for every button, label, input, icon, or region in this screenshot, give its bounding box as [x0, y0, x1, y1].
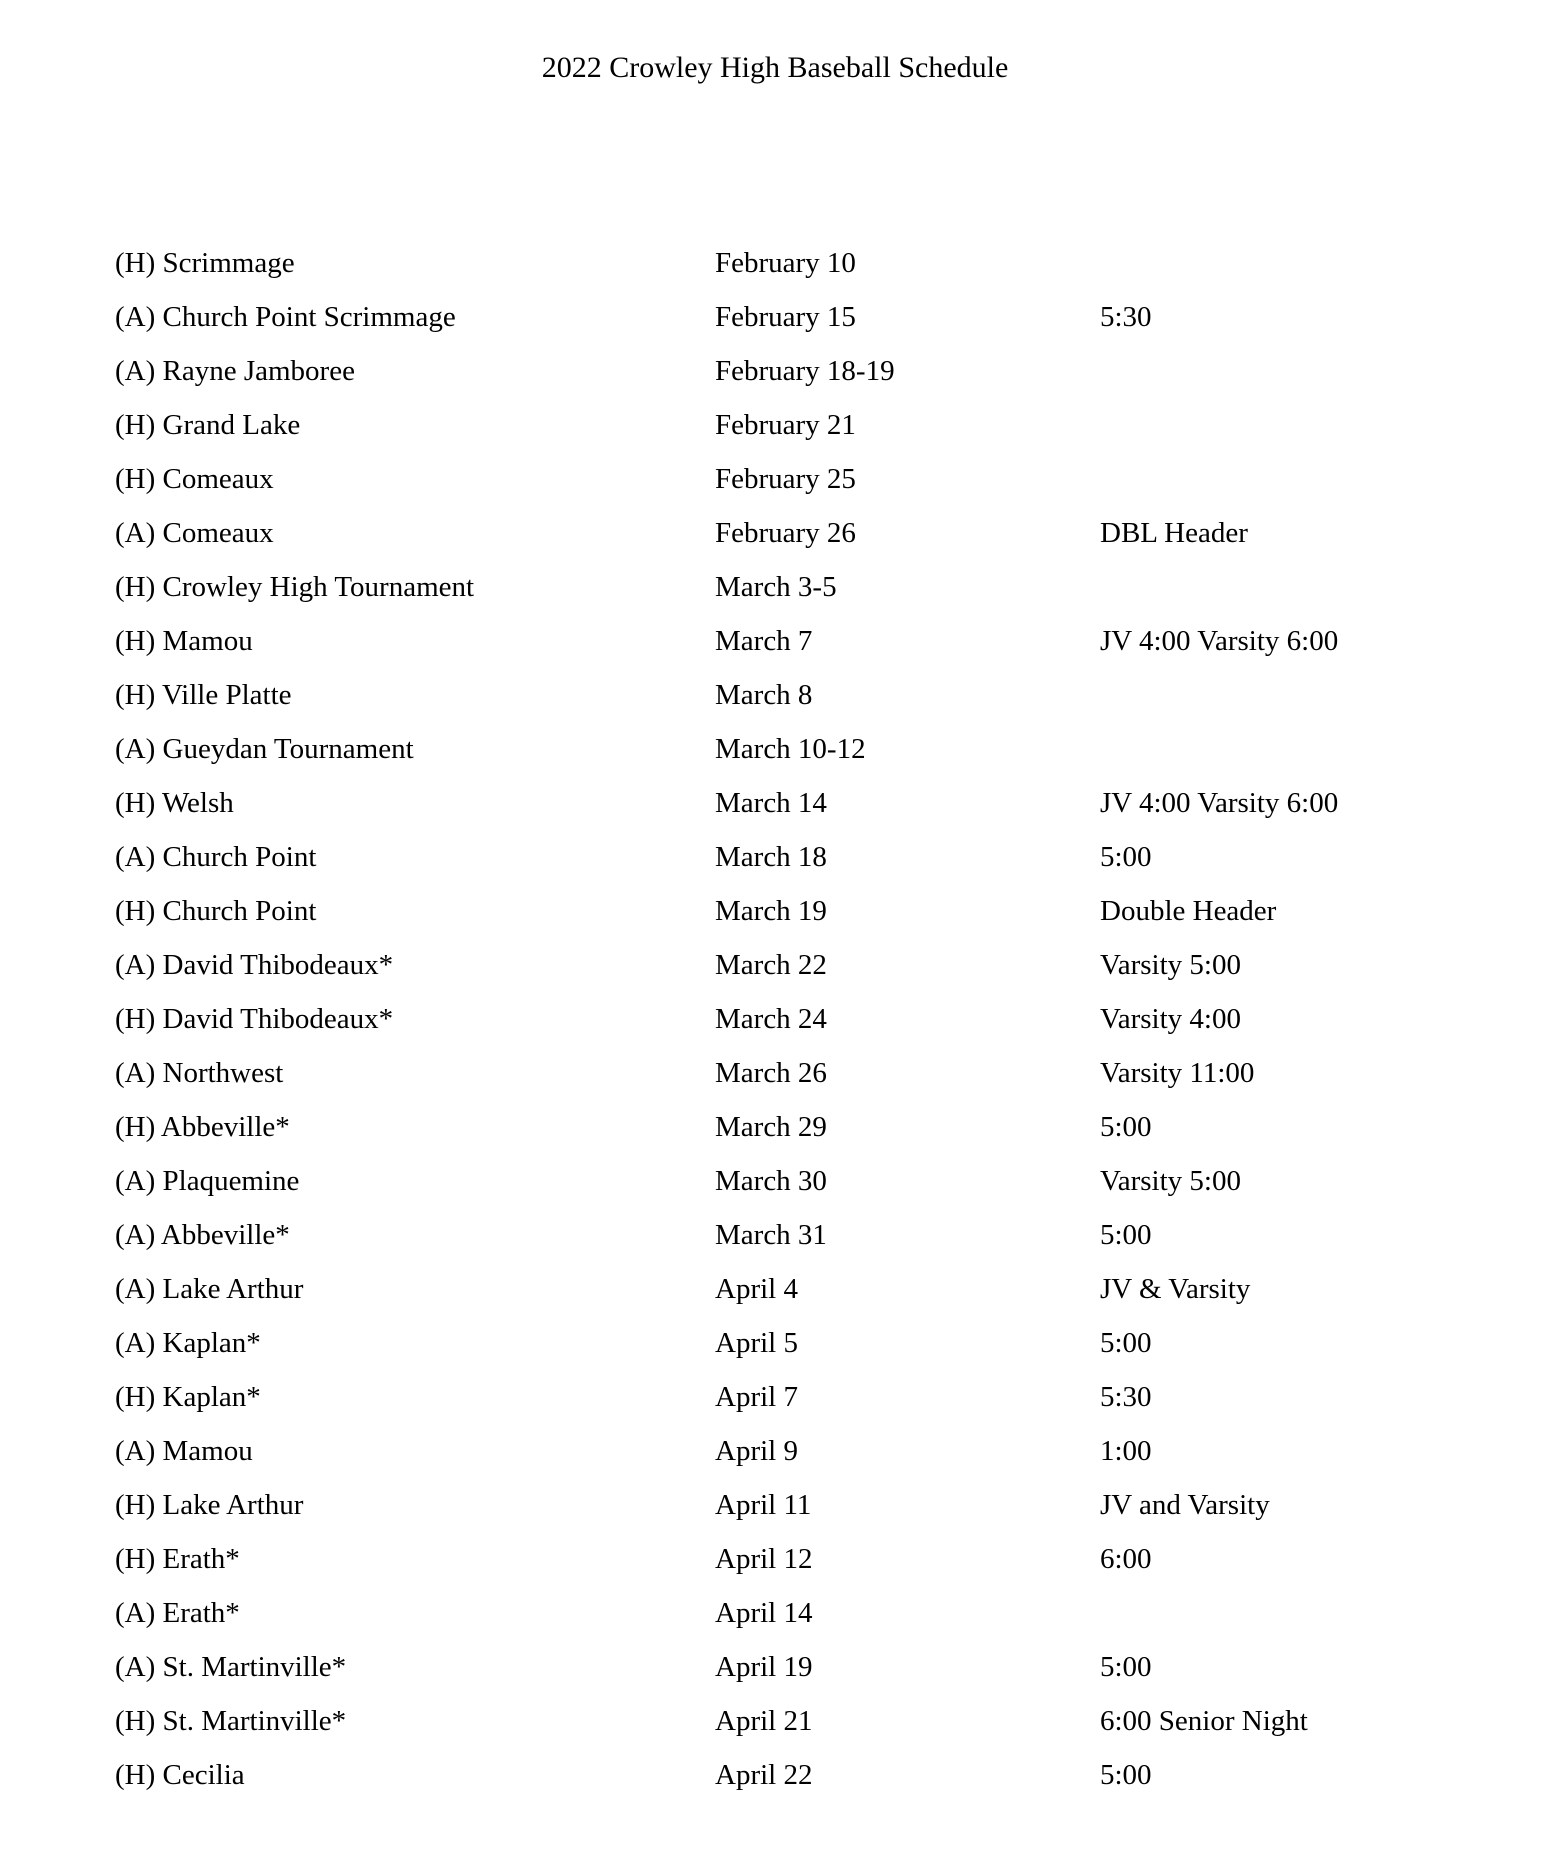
- date-cell: April 21: [715, 1705, 813, 1737]
- schedule-row: [115, 1046, 1505, 1100]
- date-cell: March 19: [715, 895, 827, 927]
- schedule-row: [115, 1370, 1505, 1424]
- date-cell: March 31: [715, 1219, 827, 1251]
- opponent-cell: (A) Kaplan*: [115, 1327, 261, 1359]
- date-cell: March 10-12: [715, 733, 866, 765]
- date-cell: February 25: [715, 463, 856, 495]
- opponent-cell: (H) Kaplan*: [115, 1381, 261, 1413]
- schedule-row: [115, 1640, 1505, 1694]
- date-cell: March 14: [715, 787, 827, 819]
- time-cell: 5:30: [1100, 1381, 1152, 1413]
- schedule-row: [115, 1532, 1505, 1586]
- opponent-cell: (H) Ville Platte: [115, 679, 292, 711]
- schedule-row: [115, 992, 1505, 1046]
- schedule-row: [115, 1694, 1505, 1748]
- time-cell: Varsity 5:00: [1100, 1165, 1241, 1197]
- date-cell: March 30: [715, 1165, 827, 1197]
- time-cell: Varsity 4:00: [1100, 1003, 1241, 1035]
- date-cell: March 8: [715, 679, 813, 711]
- date-cell: March 24: [715, 1003, 827, 1035]
- schedule-row: [115, 452, 1505, 506]
- date-cell: April 19: [715, 1651, 813, 1683]
- time-cell: 5:00: [1100, 1759, 1152, 1791]
- date-cell: February 15: [715, 301, 856, 333]
- date-cell: March 22: [715, 949, 827, 981]
- opponent-cell: (A) Abbeville*: [115, 1219, 290, 1251]
- schedule-row: [115, 668, 1505, 722]
- schedule-row: [115, 398, 1505, 452]
- opponent-cell: (H) Comeaux: [115, 463, 274, 495]
- time-cell: 5:00: [1100, 1111, 1152, 1143]
- opponent-cell: (H) Abbeville*: [115, 1111, 290, 1143]
- opponent-cell: (A) Church Point Scrimmage: [115, 301, 456, 333]
- schedule-row: [115, 1154, 1505, 1208]
- opponent-cell: (A) Rayne Jamboree: [115, 355, 355, 387]
- time-cell: 5:30: [1100, 301, 1152, 333]
- time-cell: Varsity 5:00: [1100, 949, 1241, 981]
- time-cell: Double Header: [1100, 895, 1277, 927]
- date-cell: March 29: [715, 1111, 827, 1143]
- opponent-cell: (A) Lake Arthur: [115, 1273, 304, 1305]
- opponent-cell: (H) Welsh: [115, 787, 234, 819]
- opponent-cell: (H) Church Point: [115, 895, 317, 927]
- schedule-row: [115, 614, 1505, 668]
- opponent-cell: (H) Grand Lake: [115, 409, 301, 441]
- date-cell: February 26: [715, 517, 856, 549]
- opponent-cell: (A) Church Point: [115, 841, 317, 873]
- opponent-cell: (H) Lake Arthur: [115, 1489, 304, 1521]
- time-cell: DBL Header: [1100, 517, 1248, 549]
- schedule-row: [115, 1586, 1505, 1640]
- time-cell: Varsity 11:00: [1100, 1057, 1255, 1089]
- opponent-cell: (H) Cecilia: [115, 1759, 245, 1791]
- time-cell: 5:00: [1100, 1219, 1152, 1251]
- time-cell: 5:00: [1100, 1327, 1152, 1359]
- schedule-row: [115, 1748, 1505, 1802]
- date-cell: February 18-19: [715, 355, 895, 387]
- opponent-cell: (H) Mamou: [115, 625, 253, 657]
- schedule-row: [115, 776, 1505, 830]
- date-cell: February 10: [715, 247, 856, 279]
- schedule-row: [115, 938, 1505, 992]
- opponent-cell: (A) David Thibodeaux*: [115, 949, 394, 981]
- date-cell: April 14: [715, 1597, 813, 1629]
- schedule-row: [115, 290, 1505, 344]
- date-cell: April 12: [715, 1543, 813, 1575]
- schedule-row: [115, 344, 1505, 398]
- date-cell: April 5: [715, 1327, 798, 1359]
- schedule-row: [115, 830, 1505, 884]
- date-cell: March 3-5: [715, 571, 837, 603]
- opponent-cell: (H) Erath*: [115, 1543, 240, 1575]
- date-cell: March 7: [715, 625, 813, 657]
- time-cell: 5:00: [1100, 841, 1152, 873]
- schedule-row: [115, 1100, 1505, 1154]
- schedule-row: [115, 1262, 1505, 1316]
- date-cell: March 18: [715, 841, 827, 873]
- schedule-row: [115, 1424, 1505, 1478]
- date-cell: April 9: [715, 1435, 798, 1467]
- opponent-cell: (A) Northwest: [115, 1057, 284, 1089]
- opponent-cell: (H) St. Martinville*: [115, 1705, 347, 1737]
- time-cell: 6:00 Senior Night: [1100, 1705, 1308, 1737]
- time-cell: 5:00: [1100, 1651, 1152, 1683]
- schedule-table: [115, 236, 1505, 1802]
- date-cell: April 7: [715, 1381, 798, 1413]
- opponent-cell: (A) Erath*: [115, 1597, 240, 1629]
- opponent-cell: (H) David Thibodeaux*: [115, 1003, 394, 1035]
- page-title: 2022 Crowley High Baseball Schedule: [541, 51, 1009, 84]
- schedule-row: [115, 722, 1505, 776]
- date-cell: March 26: [715, 1057, 827, 1089]
- opponent-cell: (H) Crowley High Tournament: [115, 571, 475, 603]
- schedule-row: [115, 1478, 1505, 1532]
- date-cell: February 21: [715, 409, 856, 441]
- schedule-row: [115, 560, 1505, 614]
- time-cell: 1:00: [1100, 1435, 1152, 1467]
- date-cell: April 11: [715, 1489, 812, 1521]
- time-cell: JV and Varsity: [1100, 1489, 1270, 1521]
- date-cell: April 22: [715, 1759, 813, 1791]
- schedule-row: [115, 884, 1505, 938]
- time-cell: JV 4:00 Varsity 6:00: [1100, 787, 1339, 819]
- opponent-cell: (A) St. Martinville*: [115, 1651, 347, 1683]
- opponent-cell: (A) Comeaux: [115, 517, 274, 549]
- opponent-cell: (H) Scrimmage: [115, 247, 295, 279]
- time-cell: 6:00: [1100, 1543, 1152, 1575]
- schedule-row: [115, 236, 1505, 290]
- opponent-cell: (A) Gueydan Tournament: [115, 733, 414, 765]
- schedule-row: [115, 1316, 1505, 1370]
- schedule-row: [115, 506, 1505, 560]
- date-cell: April 4: [715, 1273, 798, 1305]
- time-cell: JV 4:00 Varsity 6:00: [1100, 625, 1339, 657]
- schedule-row: [115, 1208, 1505, 1262]
- time-cell: JV & Varsity: [1100, 1273, 1251, 1305]
- opponent-cell: (A) Plaquemine: [115, 1165, 300, 1197]
- opponent-cell: (A) Mamou: [115, 1435, 253, 1467]
